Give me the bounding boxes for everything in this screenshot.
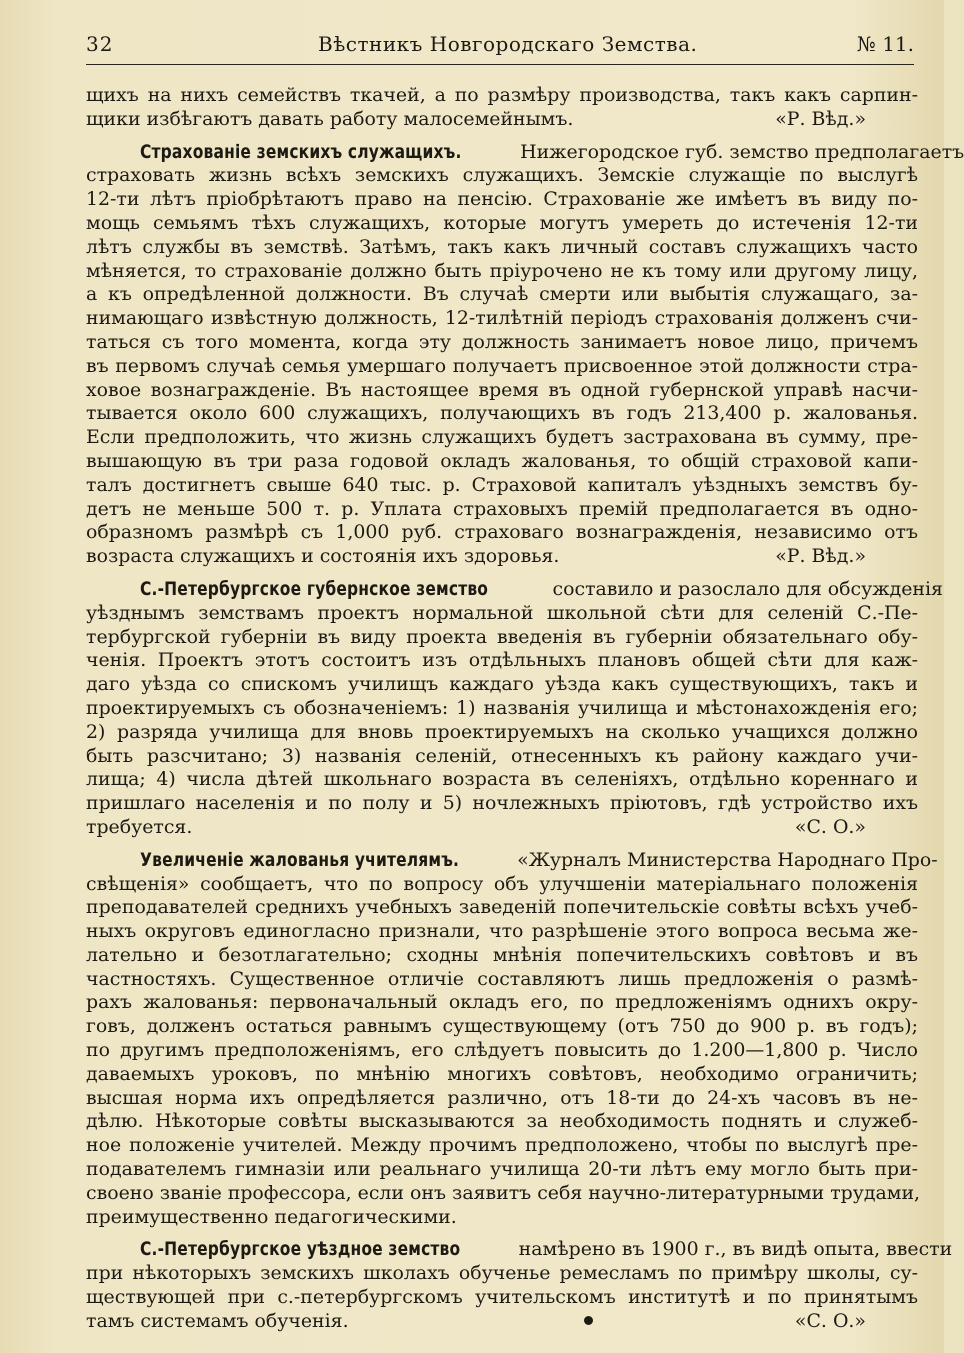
line-text: лѣтъ службы въ земствѣ. Затѣмъ, такъ какъ личный составъ служащихъ часто [86, 235, 918, 258]
text-line [86, 968, 918, 992]
line-text: проектируемыхъ съ обозначеніемъ: 1) названія училища и мѣстонахожденія его; [86, 696, 918, 719]
text-line [86, 1063, 918, 1087]
text-line [86, 649, 918, 673]
line-text: щихъ на нихъ семействъ ткачей, а по размѣру производства, такъ какъ сарпин- [86, 84, 918, 106]
line-text: лательно и безотлагательно; сходны мнѣнія попечительскихъ совѣтовъ и въ [86, 943, 918, 966]
line-text: уѣзднымъ земствамъ проектъ нормальной школьной сѣти для селеній С.-Пе- [86, 601, 918, 624]
text-line [86, 474, 918, 498]
line-text: тербургской губерніи въ виду проекта введенія въ губерніи обязательнаго обу- [86, 625, 918, 648]
text-line [86, 331, 918, 355]
text-line [86, 188, 918, 212]
text-line [86, 873, 918, 897]
line-text: Если предположить, что жизнь служащихъ будетъ застрахована въ сумму, пре- [86, 426, 918, 449]
text-line [86, 1087, 918, 1111]
line-text: тамъ системамъ обученія. [86, 1309, 349, 1332]
line-text: «Журналъ Министерства Народнаго Про- [517, 848, 938, 871]
text-line [86, 402, 918, 426]
text-line [86, 108, 918, 132]
line-text: дѣлю. Нѣкоторые совѣты высказываются за необходимость поднять и служеб- [86, 1110, 918, 1133]
article-4 [86, 1238, 953, 1333]
line-text: Нижегородское губ. земство предполагаетъ [520, 140, 964, 163]
article-0 [86, 84, 918, 132]
text-line [86, 920, 918, 944]
line-text: тывается около 600 служащихъ, получающихъ въ годъ 213,400 р. жалованья. [86, 402, 918, 425]
text-line [86, 577, 943, 602]
text-line [86, 379, 918, 403]
line-text: требуется. [86, 815, 193, 838]
text-line [86, 721, 918, 745]
text-line [86, 84, 918, 108]
text-line [86, 450, 918, 474]
text-line [86, 355, 918, 379]
text-line [86, 498, 918, 522]
line-text: щики избѣгаютъ давать работу малосемейнымъ. [86, 107, 574, 130]
line-text: ченія. Проектъ этотъ состоитъ изъ отдѣльныхъ плановъ общей сѣти для каж- [86, 649, 918, 672]
line-text: быть разсчитано; 3) названія селеній, отнесенныхъ къ району каждаго учи- [86, 744, 918, 767]
text-line [86, 1110, 918, 1134]
line-text: таться съ того момента, когда эту должность занимаетъ новое лицо, причемъ [86, 330, 918, 353]
text-line [86, 1238, 953, 1262]
text-line [86, 1015, 918, 1039]
text-line [86, 697, 918, 721]
line-text: возраста служащихъ и состоянія ихъ здоровья. [86, 545, 560, 568]
line-text: даваемыхъ уроковъ, по мнѣнію многихъ совѣтовъ, необходимо ограничить; [86, 1062, 918, 1085]
line-text: пришлаго населенія и по полу и 5) ночлежныхъ пріютовъ, гдѣ устройство ихъ [86, 792, 918, 815]
text-line [86, 816, 918, 840]
line-text: вышающую въ три раза годовой окладъ жалованья, то общій страховой капи- [86, 449, 918, 472]
line-text: частностяхъ. Существенное отличіе составляютъ лишь предложенія о размѣ- [86, 967, 918, 990]
text-line [86, 848, 938, 873]
text-line [86, 521, 918, 545]
article-3 [86, 848, 938, 1230]
line-text: свѣщенія» сообщаетъ, что по вопросу объ улучшеніи матеріальнаго положенія [86, 872, 918, 895]
line-text: образномъ размѣрѣ съ 1,000 руб. страховаго вознагражденія, независимо отъ [86, 521, 918, 544]
article-1 [86, 140, 964, 569]
line-text: нимающаго извѣстную должность, 12-тилѣтній періодъ страхованія долженъ счи- [86, 307, 918, 330]
text-line [86, 1286, 918, 1310]
text-line [86, 164, 918, 188]
line-text: преимущественно педагогическими. [86, 1205, 457, 1228]
text-line [86, 1262, 918, 1286]
text-line [86, 260, 918, 284]
text-line [86, 545, 918, 569]
text-line [86, 896, 918, 920]
text-line [86, 212, 918, 236]
text-line [86, 1206, 918, 1230]
end-ornament-dot [584, 1316, 593, 1325]
line-text: а къ опредѣленной должности. Въ случаѣ смерти или выбытія служащаго, за- [86, 283, 918, 306]
line-text: мѣняется, то страхованіе должно быть пріурочено не къ тому или другому лицу, [86, 259, 918, 282]
line-text: подавателемъ гимназіи или реальнаго училища 20-ти лѣтъ ему могло быть при- [86, 1158, 918, 1181]
line-text: детъ не меньше 500 т. р. Уплата страховыхъ премій предполагается въ одно- [86, 497, 918, 520]
journal-title: Вѣстникъ Новгородскаго Земства. [318, 32, 698, 56]
source-citation: «С. О.» [794, 1309, 866, 1332]
text-line [86, 745, 918, 769]
page-number: 32 [86, 32, 114, 56]
article-heading: Страхованіе земскихъ служащихъ. [140, 140, 462, 163]
line-text: ществующей при с.-петербургскомъ учительскомъ институтѣ и по принятымъ [86, 1286, 918, 1309]
text-line [86, 307, 918, 331]
line-text: страховать жизнь всѣхъ земскихъ служащихъ. Земскіе служащіе по выслугѣ [86, 164, 918, 187]
article-2 [86, 577, 943, 840]
line-text: высшая норма ихъ опредѣляется различно, отъ 18-ти до 24-хъ часовъ въ не- [86, 1086, 918, 1109]
text-line [86, 283, 918, 307]
text-line [86, 626, 918, 650]
source-citation: «Р. Вѣд.» [775, 107, 866, 130]
text-line [86, 426, 918, 450]
article-body [86, 84, 964, 1334]
line-text: 12-ти лѣтъ пріобрѣтаютъ право на пенсію. Страхованіе же имѣетъ въ виду по- [86, 188, 918, 211]
line-text: талъ достигнетъ свыше 640 тыс. р. Страховой капиталъ уѣздныхъ земствъ бу- [86, 473, 918, 496]
line-text: мощь семьямъ тѣхъ служащихъ, которые могутъ умереть до истеченія 12-ти [86, 211, 918, 234]
line-text: рахъ жалованья: первоначальный окладъ его, по предложеніямъ однихъ окру- [86, 991, 918, 1014]
line-text: 2) разряда училища для вновь проектируемыхъ на сколько учащихся должно [86, 720, 918, 743]
line-text: составило и разослало для обсужденія [552, 577, 943, 600]
article-heading: С.-Петербургское губернское земство [140, 577, 489, 600]
text-line [86, 792, 918, 816]
running-header [86, 28, 914, 65]
text-line [86, 1039, 918, 1063]
text-line [86, 1158, 918, 1182]
article-heading: Увеличеніе жалованья учителямъ. [140, 848, 460, 871]
text-line [86, 602, 918, 626]
text-line [86, 991, 918, 1015]
line-text: въ первомъ случаѣ семья умершаго получаетъ присвоенное этой должности стра- [86, 354, 918, 377]
text-line [86, 673, 918, 697]
text-line [86, 768, 918, 792]
text-line [86, 944, 918, 968]
source-citation: «Р. Вѣд.» [775, 545, 866, 568]
line-text: намѣрено въ 1900 г., въ видѣ опыта, ввести [518, 1238, 953, 1261]
text-line [86, 1134, 918, 1158]
line-text: говъ, долженъ остаться равнымъ существующему (отъ 750 до 900 р. въ годъ); [86, 1015, 918, 1038]
line-text: своено званіе профессора, если онъ заявитъ себя научно-литературными трудами, [86, 1181, 921, 1204]
text-line [86, 1181, 921, 1206]
line-text: лища; 4) числа дѣтей школьнаго возраста въ селеніяхъ, отдѣльно кореннаго и [86, 768, 918, 791]
text-line [86, 140, 964, 165]
issue-number: № 11. [856, 32, 914, 56]
text-line [86, 1310, 918, 1334]
line-text: ныхъ округовъ единогласно признали, что разрѣшеніе этого вопроса весьма же- [86, 920, 918, 943]
text-line [86, 236, 918, 260]
line-text: по другимъ предположеніямъ, его слѣдуетъ повысить до 1.200—1,800 р. Число [86, 1039, 918, 1062]
line-text: ное положеніе учителей. Между прочимъ предположено, чтобы по выслугѣ пре- [86, 1134, 918, 1157]
line-text: при нѣкоторыхъ земскихъ школахъ обученье ремесламъ по примѣру школы, су- [86, 1262, 918, 1285]
line-text: даго уѣзда со спискомъ училищъ каждаго уѣзда какъ существующихъ, такъ и [86, 673, 918, 696]
source-citation: «С. О.» [794, 815, 866, 838]
article-heading: С.-Петербургское уѣздное земство [140, 1238, 461, 1261]
line-text: ховое вознагражденіе. Въ настоящее время въ одной губернской управѣ насчи- [86, 378, 918, 401]
line-text: преподавателей среднихъ учебныхъ заведеній попечительскіе совѣты всѣхъ учеб- [86, 896, 918, 919]
